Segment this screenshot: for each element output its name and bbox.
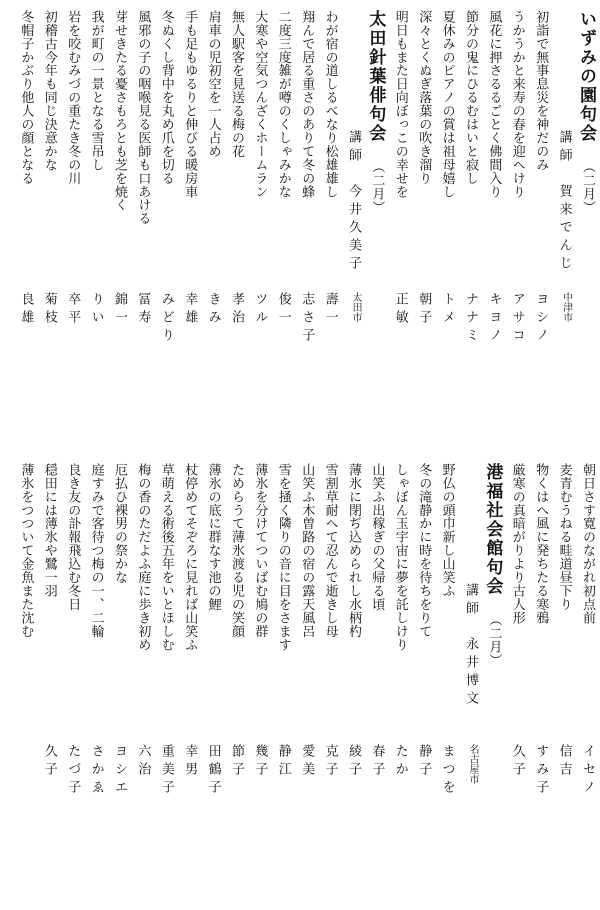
haiku-author: 良雄 [18, 292, 34, 328]
section-place: 名古屋市 [467, 744, 478, 784]
haiku-author: たづ子 [65, 744, 81, 798]
haiku-text: 我が町の一景となる雪吊し [88, 10, 104, 172]
haiku-author: 久子 [509, 744, 525, 780]
haiku-author: りい [88, 292, 104, 328]
section-title: 港福社会館句会 [482, 463, 503, 596]
haiku-text: 厳寒の真暗がりより古人形 [509, 463, 525, 625]
haiku-author: 克子 [322, 744, 338, 780]
haiku-author: さかゑ [88, 744, 104, 798]
haiku-author: 孝治 [229, 292, 244, 328]
haiku-text: 梅の香のただよふ庭に歩き初め [135, 463, 151, 652]
haiku-author: すみ子 [533, 744, 549, 798]
haiku-author: 春子 [369, 744, 385, 780]
haiku-text: 初詣で無事息災を神だのみ [533, 10, 549, 172]
haiku-text: 無人駅客を見送る梅の花 [229, 10, 244, 158]
section-place: 太田市 [350, 292, 361, 322]
haiku-author: 錦一 [112, 292, 127, 328]
haiku-author: 幸男 [182, 744, 198, 780]
haiku-author: きみ [205, 292, 221, 328]
haiku-author: 志さ子 [299, 292, 315, 346]
haiku-text: 朝日さす寛のながれ初点前 [580, 463, 595, 625]
haiku-author: 俊一 [275, 292, 291, 328]
haiku-text: 風花に押さるるごとく佛間入り [486, 10, 502, 199]
haiku-text: 穏田には薄氷や鷺一羽 [41, 463, 57, 598]
haiku-author: 静子 [416, 744, 432, 780]
haiku-author: ヨシエ [112, 744, 127, 798]
section-title: いずみの園句会 [576, 10, 596, 143]
haiku-text: 物くはへ風に発ちたる寒鴉 [533, 463, 549, 625]
haiku-text: 麦青むうねる畦道昼下り [556, 463, 572, 611]
haiku-text: 初稽古今年も同じ決意かな [41, 10, 57, 172]
haiku-author: 愛美 [299, 744, 315, 780]
haiku-text: 冬帽子かぶり他人の顔となる [18, 10, 34, 185]
haiku-author: 冨寿 [135, 292, 151, 328]
haiku-text: ためらうて薄氷渡る児の笑顔 [229, 463, 244, 638]
haiku-text: 良き友の訃報飛込む冬日 [65, 463, 81, 611]
haiku-text: 冬ぬくし背中を丸め爪を切る [158, 10, 174, 185]
haiku-author: イセノ [580, 744, 595, 798]
haiku-author: 菊枝 [41, 292, 57, 328]
haiku-author: 重美子 [158, 744, 174, 798]
section-teacher: 講師 永井博文 [463, 583, 478, 709]
section-title: 太田針葉俳句会 [365, 10, 386, 143]
haiku-text: 雪割草耐へて忍んで逝きし母 [322, 463, 338, 638]
haiku-text: 風邪の子の咽喉見る医師も口あける [135, 10, 151, 226]
haiku-text: 雪を掻く隣りの音に目をさます [275, 463, 291, 652]
haiku-text: 薄氷の底に群なす池の鯉 [205, 463, 221, 611]
haiku-text: 翔んで居る重さのありて冬の蜂 [299, 10, 315, 199]
haiku-text: 庭すみで客待つ梅の一、二輪 [88, 463, 104, 638]
haiku-author: 幸雄 [182, 292, 198, 328]
section-month: （二月） [486, 613, 502, 667]
haiku-author: 信吉 [556, 744, 572, 780]
haiku-text: 冬の滝静かに時を待ちをりて [416, 463, 432, 638]
haiku-author: トメ [439, 292, 455, 328]
haiku-text: 薄氷に閉ぢ込められし水柄杓 [346, 463, 361, 638]
haiku-author: たか [392, 744, 408, 780]
haiku-text: 杖停めてそぞろに見れば山笑ふ [182, 463, 198, 652]
haiku-author: 正敏 [392, 292, 408, 328]
haiku-author: ツル [252, 292, 268, 328]
haiku-text: 野仏の頭巾新し山笑ふ [439, 463, 455, 598]
section-place: 中津市 [560, 292, 572, 322]
haiku-author: 朝子 [416, 292, 432, 328]
haiku-text: 山笑ふ木曽路の宿の露天風呂 [299, 463, 315, 638]
haiku-author: 幾子 [252, 744, 268, 780]
haiku-text: 深々とくぬぎ落葉の吹き溜り [416, 10, 432, 185]
haiku-text: 山笑ふ出稼ぎの父帰る頃 [369, 463, 385, 611]
haiku-text: 明日もまた日向ぼっこの幸せを [392, 10, 408, 199]
haiku-text: 節分の鬼にひるむはいと寂し [463, 10, 478, 185]
haiku-text: 薄氷を分けてついばむ鳩の群 [252, 463, 268, 638]
haiku-author: 綾子 [346, 744, 361, 780]
haiku-text: しゃぼん玉宇宙に夢を託しけり [392, 463, 408, 652]
haiku-author: 静江 [275, 744, 291, 780]
haiku-author: 田鶴子 [205, 744, 221, 798]
haiku-text: 肩車の児初空を一人占め [205, 10, 221, 158]
haiku-author: ヨシノ [533, 292, 549, 346]
haiku-author: 卒平 [65, 292, 81, 328]
haiku-author: キヨノ [486, 292, 502, 346]
haiku-author: まつを [439, 744, 455, 798]
haiku-text: 二度三度雑が噂のくしゃみかな [275, 10, 291, 199]
haiku-text: うかうかと来寿の春を迎へけり [509, 10, 525, 199]
haiku-author: ナナミ [463, 292, 478, 346]
haiku-text: 厄払ひ裸男の祭かな [112, 463, 127, 585]
section-month: （二月） [369, 160, 385, 214]
haiku-text: 大寒や空気つんざくホームラン [252, 10, 268, 199]
haiku-author: 久子 [41, 744, 57, 780]
haiku-author: 六治 [135, 744, 151, 780]
haiku-author: みどり [158, 292, 174, 346]
section-month: （二月） [580, 160, 595, 214]
haiku-text: 薄氷をつついて金魚また沈む [18, 463, 34, 638]
haiku-text: 岩を咬むみづの重たき冬の川 [65, 10, 81, 185]
section-teacher: 講師 賀来でんじ [556, 130, 572, 274]
haiku-text: 草萌える術後五年をいとほしむ [158, 463, 174, 652]
haiku-author: アサコ [509, 292, 525, 346]
haiku-text: わが宿の道しるべなり松雄雄し [322, 10, 338, 199]
haiku-author: 壽一 [322, 292, 338, 328]
haiku-author: 節子 [229, 744, 244, 780]
haiku-text: 夏休みのピアノの賞は祖母嬉し [439, 10, 455, 199]
haiku-text: 手も足もゆるりと伸びる暖房車 [182, 10, 198, 199]
haiku-text: 芽せきたる憂さもろとも芝を焼く [112, 10, 127, 212]
section-teacher: 講師 今井久美子 [346, 130, 361, 274]
